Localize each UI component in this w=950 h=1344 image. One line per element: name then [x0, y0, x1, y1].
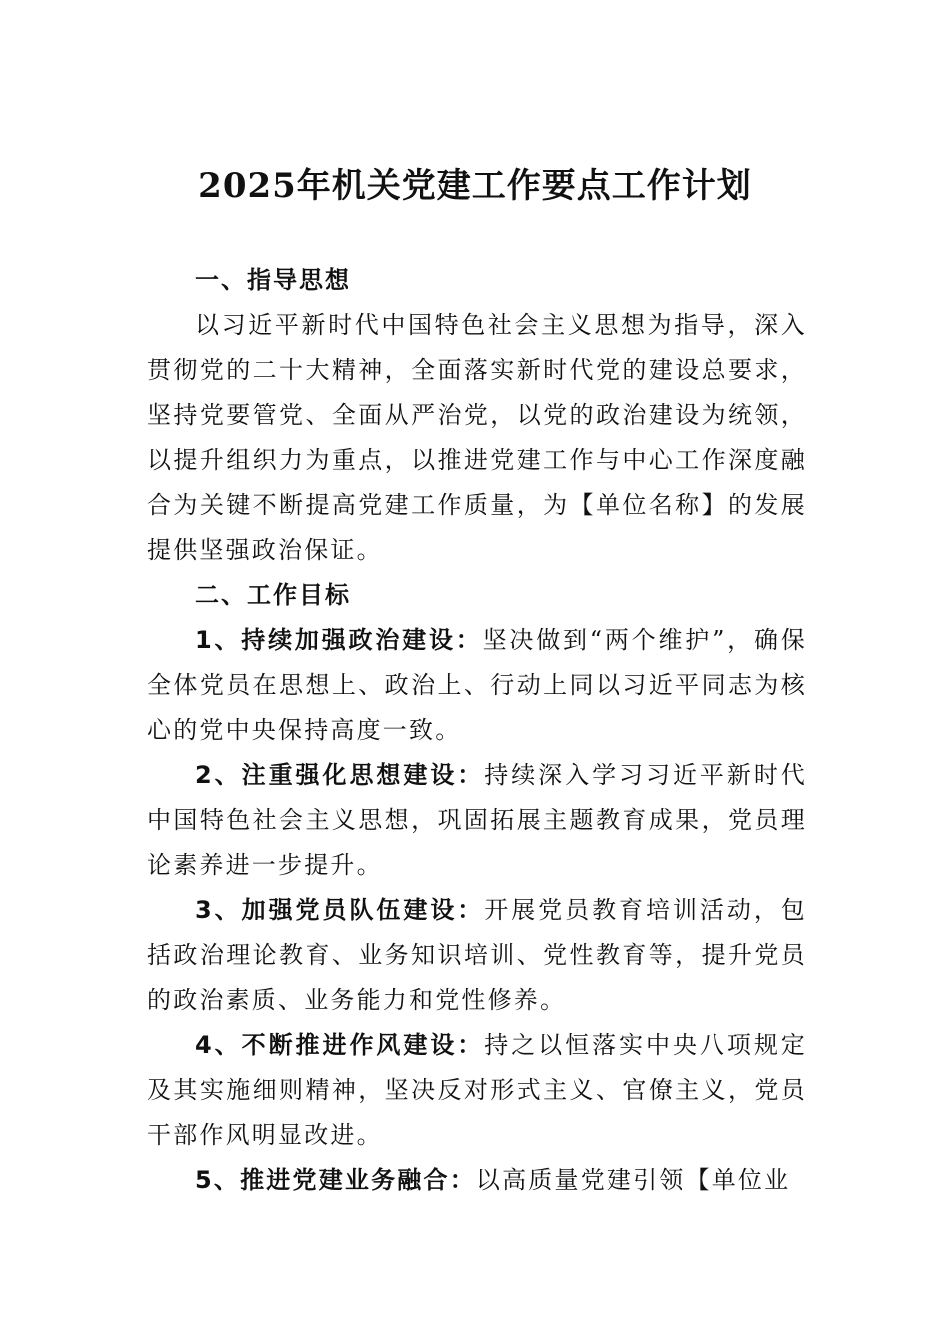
goal-item-4 [147, 1023, 807, 1158]
goal-item-3-lead: 3、加强党员队伍建设： [195, 896, 485, 924]
document-body [147, 258, 807, 1203]
goal-item-4-lead: 4、不断推进作风建设： [195, 1031, 485, 1059]
goal-item-2-lead: 2、注重强化思想建设： [195, 761, 485, 789]
section-heading-work-goals: 二、工作目标 [195, 581, 351, 609]
goal-item-4-text: 持之以恒落实中央八项规定及其实施细则精神，坚决反对形式主义、官僚主义，党员干部作风明显改进。 [147, 1031, 807, 1149]
goal-item-3 [147, 888, 807, 1023]
goal-item-5-text: 以高质量党建引领【单位业 [475, 1166, 791, 1194]
guiding-thought-paragraph: 以习近平新时代中国特色社会主义思想为指导，深入贯彻党的二十大精神，全面落实新时代党的建设总要求，坚持党要管党、全面从严治党，以党的政治建设为统领，以提升组织力为重点，以推进党建工作与中心工作深度融合为关键不断提高党建工作质量，为【单位名称】的发展提供坚强政治保证。 [147, 311, 807, 564]
goal-item-5-lead: 5、推进党建业务融合： [195, 1166, 476, 1194]
goal-item-1-lead: 1、持续加强政治建设： [195, 626, 483, 654]
goal-item-1-text: 坚决做到“两个维护”，确保全体党员在思想上、政治上、行动上同以习近平同志为核心的党中央保持高度一致。 [147, 626, 807, 744]
goal-item-5 [147, 1158, 807, 1203]
goal-item-2 [147, 753, 807, 888]
section-heading-guiding-thought: 一、指导思想 [195, 266, 351, 294]
goal-item-3-text: 开展党员教育培训活动，包括政治理论教育、业务知识培训、党性教育等，提升党员的政治素质、业务能力和党性修养。 [147, 896, 807, 1014]
goal-item-1 [147, 618, 807, 753]
document-title: 2025年机关党建工作要点工作计划 [198, 166, 752, 206]
goal-item-2-text: 持续深入学习习近平新时代中国特色社会主义思想，巩固拓展主题教育成果，党员理论素养进一步提升。 [147, 761, 807, 879]
